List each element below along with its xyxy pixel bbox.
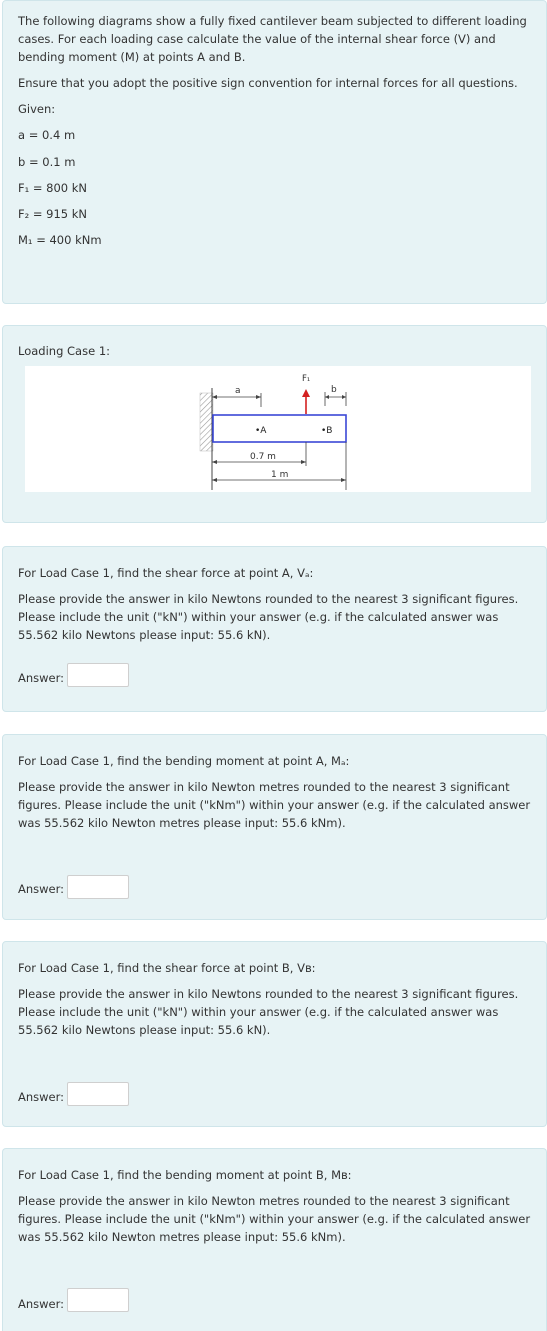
answer-input-va[interactable] <box>67 663 129 687</box>
answer-input-ma[interactable] <box>67 875 129 899</box>
point-b-label: •B <box>321 426 333 436</box>
question-card-va <box>2 546 547 712</box>
fixed-support <box>200 393 213 451</box>
given-m1: M₁ = 400 kNm <box>18 233 102 247</box>
f1-arrow <box>302 389 310 397</box>
given-b: b = 0.1 m <box>18 155 76 169</box>
answer-label: Answer: <box>18 882 65 896</box>
question-instructions: Please provide the answer in kilo Newton metres rounded to the nearest 3 significant figures. Please include the unit ("kNm") within your answer (e.g. if the calculated answer was 55.562 kilo Newton metres please input: 55.6 kNm). <box>18 1194 531 1244</box>
answer-input-vb[interactable] <box>67 1082 129 1106</box>
question-text: For Load Case 1, find the bending moment at point B, Mʙ: <box>18 1168 352 1182</box>
sign-convention-note: Ensure that you adopt the positive sign convention for internal forces for all questions. <box>18 76 518 90</box>
loading-case-card <box>2 325 547 523</box>
dim-1m: 1 m <box>271 470 289 480</box>
answer-label: Answer: <box>18 1090 65 1104</box>
question-card-vb <box>2 941 547 1127</box>
given-label: Given: <box>18 102 56 116</box>
answer-label: Answer: <box>18 671 65 685</box>
answer-label: Answer: <box>18 1297 65 1311</box>
label-f1: F₁ <box>302 374 311 384</box>
dim-0-7m: 0.7 m <box>250 452 276 462</box>
given-a: a = 0.4 m <box>18 128 76 142</box>
given-f2: F₂ = 915 kN <box>18 207 88 221</box>
loading-case-title: Loading Case 1: <box>18 344 111 358</box>
question-instructions: Please provide the answer in kilo Newton metres rounded to the nearest 3 significant figures. Please include the unit ("kNm") within your answer (e.g. if the calculated answer was 55.562 kilo Newton metres please input: 55.6 kNm). <box>18 780 531 830</box>
beam-diagram <box>25 366 531 492</box>
question-text: For Load Case 1, find the shear force at point B, Vʙ: <box>18 961 316 975</box>
intro-card <box>2 0 547 304</box>
answer-input-mb[interactable] <box>67 1288 129 1312</box>
label-b: b <box>331 385 337 395</box>
question-instructions: Please provide the answer in kilo Newtons rounded to the nearest 3 significant figures. Please include the unit ("kN") within your answer (e.g. if the calculated answer was 55.562 kilo Newtons please input: 55.6 kN). <box>18 987 519 1037</box>
given-f1: F₁ = 800 kN <box>18 181 88 195</box>
intro-paragraph: The following diagrams show a fully fixed cantilever beam subjected to different loading cases. For each loading case calculate the value of the internal shear force (V) and bending moment (M) at points A and B. <box>18 14 527 64</box>
cantilever-beam-svg <box>25 366 531 492</box>
question-instructions: Please provide the answer in kilo Newtons rounded to the nearest 3 significant figures. Please include the unit ("kN") within your answer (e.g. if the calculated answer was 55.562 kilo Newtons please input: 55.6 kN). <box>18 592 519 642</box>
question-card-ma <box>2 734 547 920</box>
point-a-label: •A <box>255 426 267 436</box>
question-text: For Load Case 1, find the shear force at point A, Vₐ: <box>18 566 314 580</box>
question-text: For Load Case 1, find the bending moment at point A, Mₐ: <box>18 754 350 768</box>
question-card-mb <box>2 1148 547 1331</box>
label-a: a <box>235 386 241 396</box>
